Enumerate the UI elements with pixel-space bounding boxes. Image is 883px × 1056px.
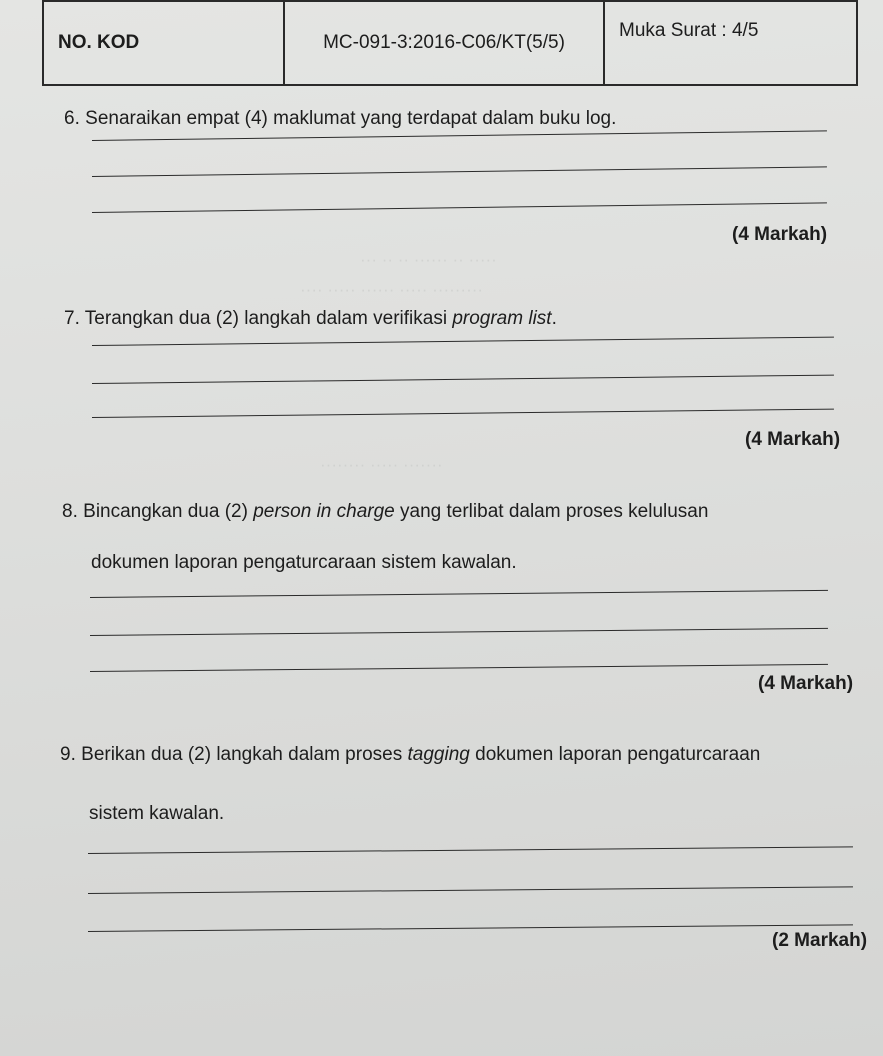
question-text: . xyxy=(551,308,557,329)
marks-label: (2 Markah) xyxy=(772,930,868,951)
answer-line[interactable] xyxy=(92,130,827,141)
answer-line[interactable] xyxy=(92,202,827,213)
answer-line[interactable] xyxy=(90,590,828,598)
question-6 xyxy=(64,108,616,130)
answer-line[interactable] xyxy=(88,924,853,932)
kod-label: NO. KOD xyxy=(43,1,284,85)
question-7 xyxy=(64,308,557,330)
page-number: Muka Surat : 4/5 xyxy=(604,1,857,85)
question-number: 7. xyxy=(64,308,80,329)
question-text-italic: program list xyxy=(452,308,552,329)
question-text: Terangkan dua (2) langkah dalam verifikasi xyxy=(84,308,453,329)
question-text: dokumen laporan pengaturcaraan xyxy=(469,744,761,765)
answer-line[interactable] xyxy=(88,886,853,894)
answer-line[interactable] xyxy=(92,375,834,384)
question-9 xyxy=(60,744,760,766)
answer-line[interactable] xyxy=(90,628,828,636)
question-8-line-2: dokumen laporan pengaturcaraan sistem kawalan. xyxy=(91,552,517,573)
marks-label: (4 Markah) xyxy=(758,673,854,694)
answer-line[interactable] xyxy=(92,166,827,177)
question-text: Senaraikan empat (4) maklumat yang terdapat dalam buku log. xyxy=(85,108,617,129)
answer-line[interactable] xyxy=(90,664,828,672)
question-8 xyxy=(62,501,708,523)
header-table xyxy=(42,0,858,86)
question-9-line-2: sistem kawalan. xyxy=(89,803,225,824)
question-text-italic: tagging xyxy=(407,744,470,765)
marks-label: (4 Markah) xyxy=(745,429,841,450)
question-number: 9. xyxy=(60,744,76,765)
marks-label: (4 Markah) xyxy=(732,224,828,245)
question-text: yang terlibat dalam proses kelulusan xyxy=(394,501,709,522)
question-text: Bincangkan dua (2) xyxy=(83,501,254,522)
question-text-italic: person in charge xyxy=(253,501,395,522)
question-number: 8. xyxy=(62,501,78,522)
bleed-through-text: ···· ····· ······ ····· ········· xyxy=(300,280,484,299)
document-code: MC-091-3:2016-C06/KT(5/5) xyxy=(284,1,604,85)
answer-line[interactable] xyxy=(88,846,853,854)
answer-line[interactable] xyxy=(92,337,834,346)
bleed-through-text: ··· ·· ·· ······ ·· ····· xyxy=(360,250,497,269)
question-text: Berikan dua (2) langkah dalam proses xyxy=(81,744,408,765)
question-number: 6. xyxy=(64,108,80,129)
bleed-through-text: ········ ····· ······· xyxy=(320,455,443,474)
answer-line[interactable] xyxy=(92,409,834,418)
